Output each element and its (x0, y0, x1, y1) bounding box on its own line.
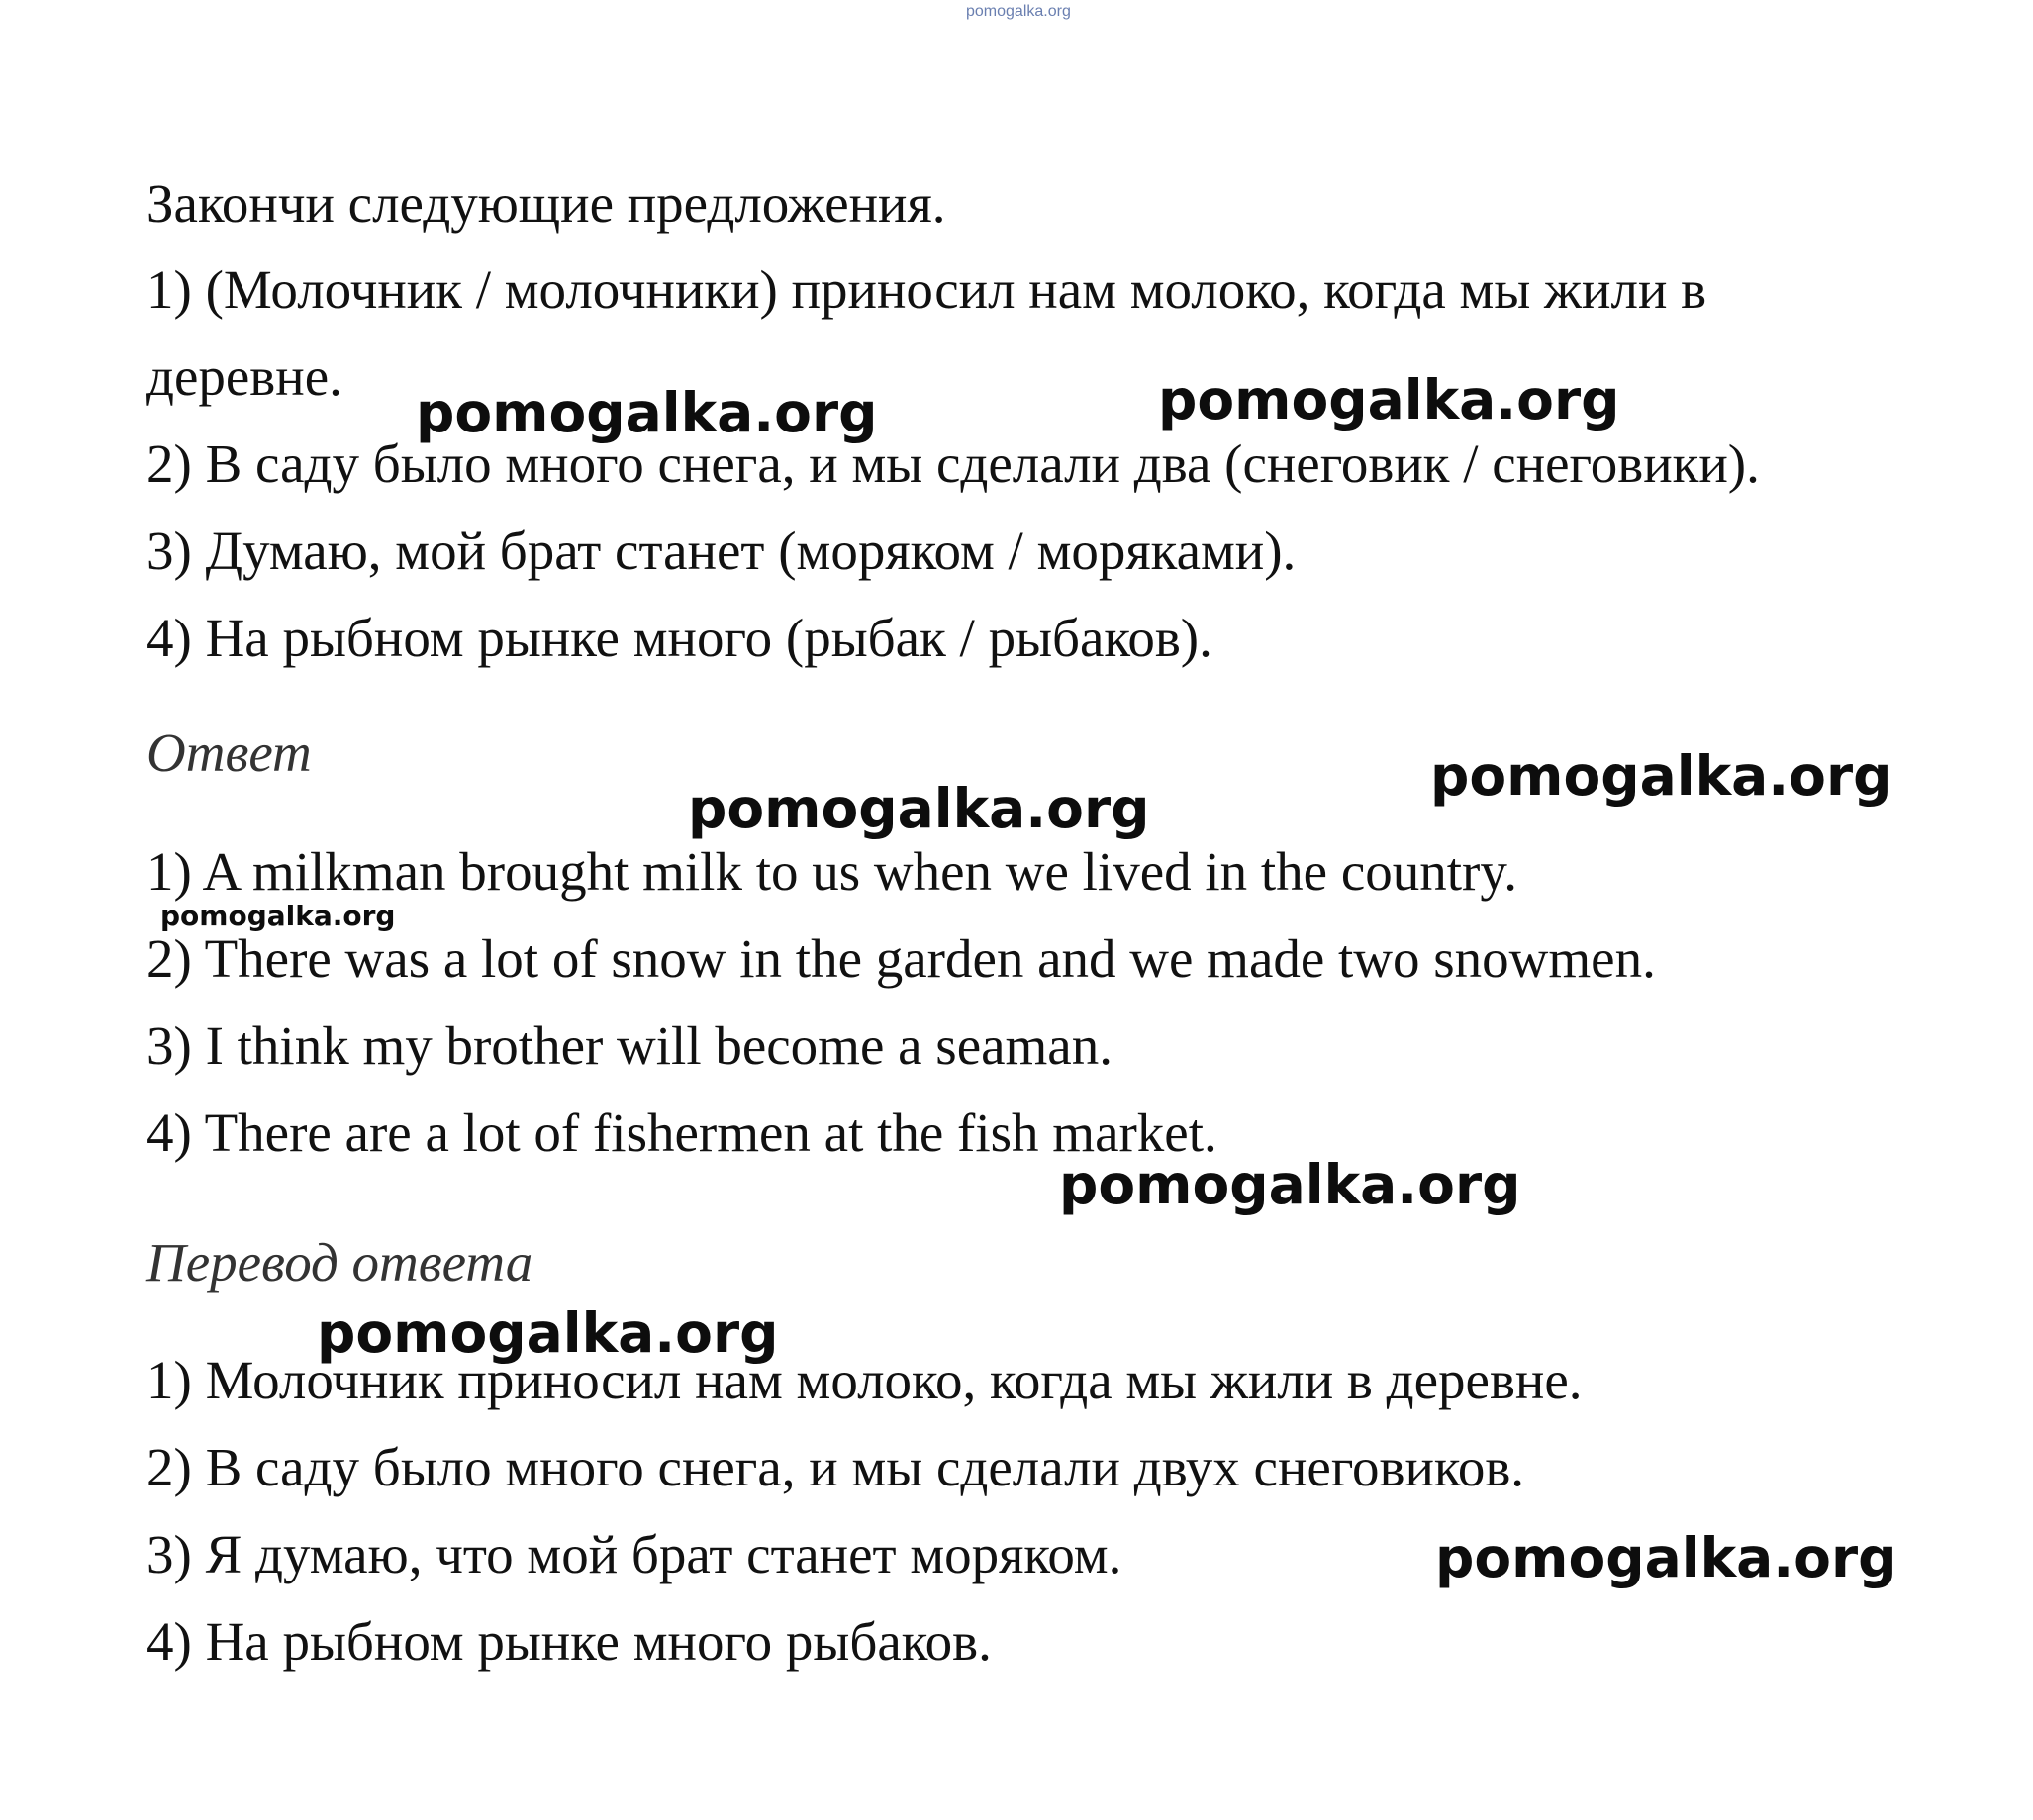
watermark: pomogalka.org (317, 1301, 779, 1365)
translation-line-4: 4) На рыбном рынке много рыбаков. (146, 1611, 992, 1672)
watermark: pomogalka.org (1430, 744, 1892, 808)
answer-heading: Ответ (146, 722, 312, 783)
watermark: pomogalka.org (416, 381, 878, 444)
task-line-4: 4) На рыбном рынке много (рыбак / рыбаков). (146, 608, 1212, 668)
watermark-small: pomogalka.org (160, 900, 396, 932)
watermark: pomogalka.org (1059, 1153, 1521, 1216)
translation-heading: Перевод ответа (146, 1232, 533, 1293)
watermark: pomogalka.org (1435, 1526, 1897, 1589)
translation-line-2: 2) В саду было много снега, и мы сделали двух снеговиков. (146, 1437, 1525, 1497)
task-line-1: 1) (Молочник / молочники) приносил нам молоко, когда мы жили в (146, 259, 1707, 320)
answer-line-2: 2) There was a lot of snow in the garden and we made two snowmen. (146, 928, 1656, 989)
translation-line-1: 1) Молочник приносил нам молоко, когда мы жили в деревне. (146, 1350, 1583, 1410)
answer-line-3: 3) I think my brother will become a seaman. (146, 1015, 1113, 1076)
header-url-link[interactable]: pomogalka.org (966, 3, 1071, 20)
watermark: pomogalka.org (688, 777, 1150, 840)
watermark: pomogalka.org (1158, 368, 1620, 431)
task-line-1-continued: деревне. (146, 346, 342, 407)
translation-line-3: 3) Я думаю, что мой брат станет моряком. (146, 1524, 1122, 1584)
task-line-3: 3) Думаю, мой брат станет (моряком / моряками). (146, 521, 1297, 581)
task-title: Закончи следующие предложения. (146, 173, 946, 234)
answer-line-1: 1) A milkman brought milk to us when we lived in the country. (146, 841, 1518, 902)
answer-line-4: 4) There are a lot of fishermen at the fish market. (146, 1102, 1217, 1163)
task-line-2: 2) В саду было много снега, и мы сделали два (снеговик / снеговики). (146, 433, 1760, 494)
